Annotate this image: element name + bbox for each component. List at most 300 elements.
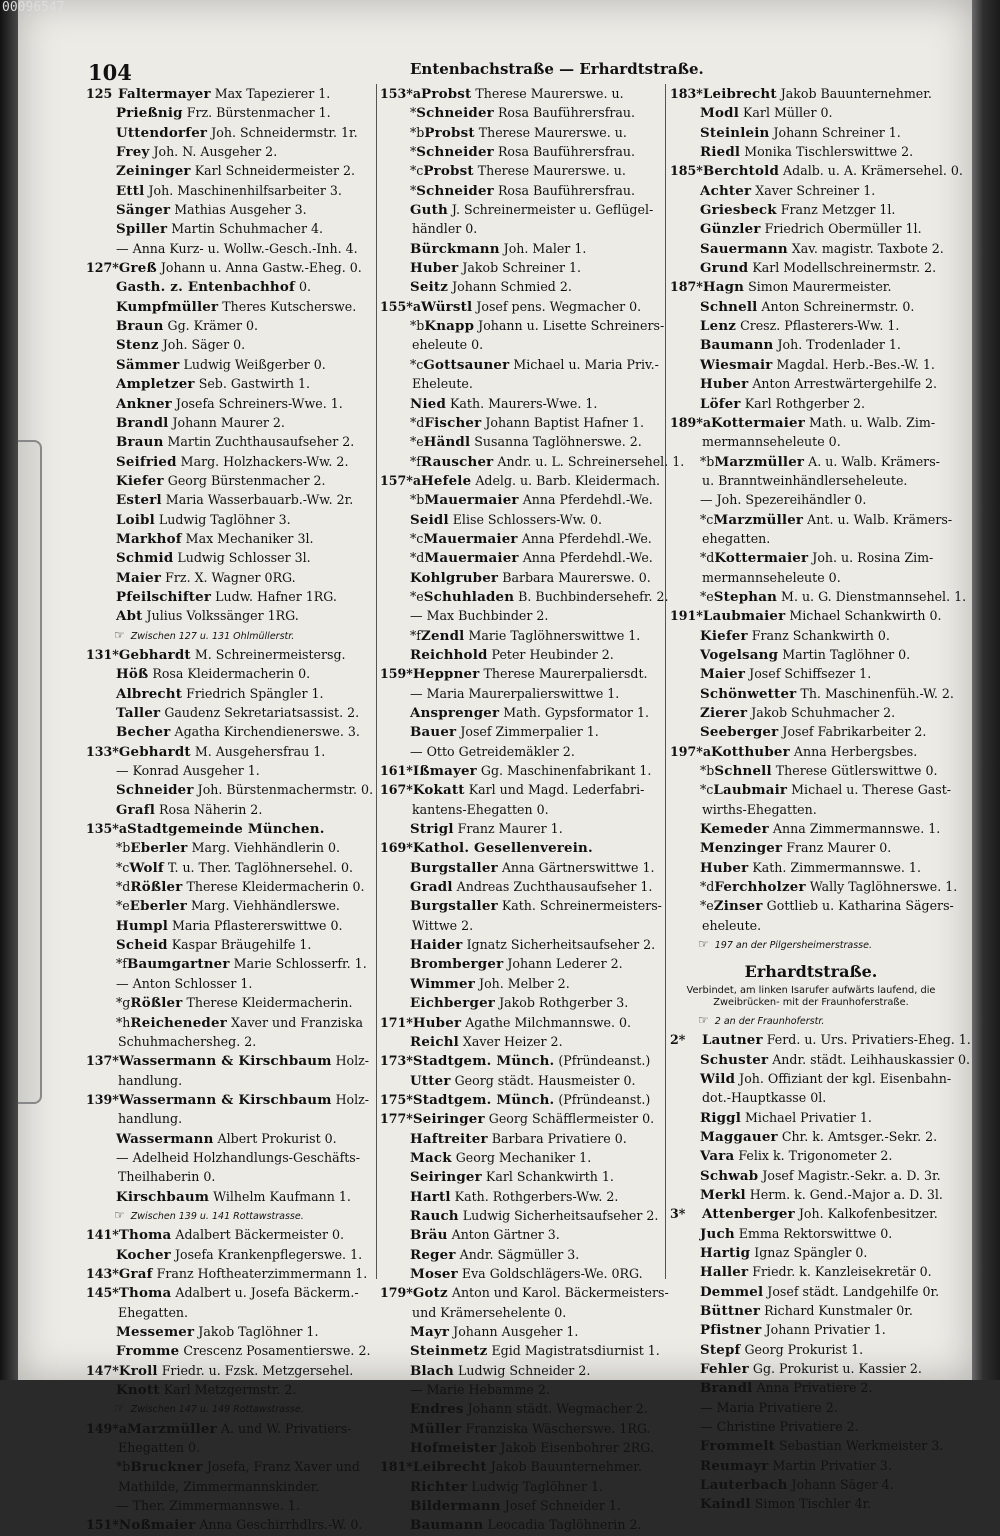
directory-entry [670,742,952,761]
resident-details: J. Schreinermeister u. Geflügel- [451,202,654,218]
resident-details: Josef Zimmerpalier 1. [460,724,599,740]
resident-name: Wassermann & Kirschbaum [118,1053,332,1070]
directory-entry [86,664,376,683]
resident-name: Spiller [116,221,168,238]
house-number: 137* [86,1053,119,1069]
resident-details: Josefa Schreiners-Wwe. 1. [175,395,343,411]
resident-details: Gaudenz Sekretariatsassist. 2. [164,705,360,720]
house-number: 141* [86,1227,119,1243]
resident-name: Kocher [116,1246,171,1263]
resident-details: — Adelheid Holzhandlungs-Geschäfts- [116,1149,361,1165]
directory-entry [86,1322,376,1341]
resident-details: Michael Schankwirth 0. [789,608,942,624]
resident-details: Gg. Krämer 0. [167,318,259,334]
directory-entry [86,335,376,354]
resident-name: Leibrecht [412,1459,487,1476]
directory-entry [380,452,685,471]
directory-entry [380,297,664,316]
directory-entry [86,1129,376,1148]
directory-entry [670,1127,952,1146]
directory-entry [86,355,376,374]
resident-name: Kiefer [700,627,748,644]
resident-details: Anna Privatiere 2. [756,1380,873,1396]
directory-entry [380,490,664,509]
directory-entry [670,1069,952,1088]
directory-entry [86,742,376,761]
directory-entry [86,1283,376,1302]
resident-details: Karl Schankwirth 1. [485,1169,614,1185]
resident-name: Blach [410,1362,454,1379]
resident-name: Kroll [118,1362,158,1379]
directory-entry [670,703,952,722]
house-number: 151* [86,1517,119,1533]
directory-entry [670,258,952,277]
house-number: 197*a [670,743,712,759]
resident-name: Reichl [410,1033,459,1050]
street-description: Verbindet, am linken Isarufer aufwärts laufend, die Zweibrücken- mit der Fraunhoferstraße. [686,984,936,1008]
resident-name: Brandl [700,1380,753,1397]
resident-details: — Maria Privatiere 2. [700,1399,838,1415]
directory-entry [380,935,664,954]
directory-entry [670,1185,952,1204]
sub-house-mark: *b [700,453,715,469]
scan-reference-id: 00096547 [2,0,65,15]
directory-entry [380,529,664,548]
resident-details: Franz Schankwirth 0. [751,627,890,643]
house-number: 155*a [380,298,422,314]
directory-entry [86,1515,376,1534]
resident-name: Ansprenger [410,705,500,721]
resident-details: Kaspar Bräugehilfe 1. [171,937,312,953]
directory-entry [380,1032,664,1051]
sub-house-mark: * [410,182,417,198]
resident-details: Josef Schneider 1. [504,1498,621,1514]
resident-name: Noßmaier [118,1517,196,1534]
directory-entry [380,858,664,877]
house-number: 191* [670,608,703,624]
directory-entry [670,239,952,258]
house-number: 179* [380,1285,413,1301]
directory-entry [670,684,952,703]
resident-name: Uttendorfer [116,124,208,141]
directory-entry [86,142,376,161]
directory-entry [670,123,952,142]
directory-entry [380,219,664,238]
directory-entry [670,722,952,741]
resident-name: Kotthuber [711,743,790,760]
resident-details: Friedr. k. Kanzleisekretär 0. [752,1264,932,1280]
resident-name: Sämmer [116,356,180,373]
directory-entry [670,413,952,432]
resident-details: Franz Maurer 0. [786,840,892,856]
directory-entry [86,993,376,1012]
directory-entry [86,1361,376,1380]
directory-entry [86,1380,376,1399]
resident-details: Andr. u. L. Schreinersehel. 1. [497,453,685,469]
directory-entry [380,123,664,142]
resident-details: Friedrich Obermüller 1l. [764,221,922,237]
directory-entry [380,1167,664,1186]
resident-name: Reumayr [700,1457,769,1474]
directory-entry [670,181,952,200]
directory-entry [670,452,952,471]
directory-entry [86,297,376,316]
resident-name: Achter [700,182,752,199]
resident-name: Baumann [410,1517,484,1534]
resident-details: Georg Bürstenmacher 2. [167,472,326,488]
directory-entry [86,838,376,857]
resident-name: Eichberger [410,995,496,1012]
directory-entry [380,800,664,819]
resident-details: Jakob Bauunternehmer. [780,86,932,101]
directory-entry [380,200,664,219]
directory-entry [670,800,952,819]
resident-details: Holz- [335,1091,370,1107]
resident-details: Joh. Maschinenhilfsarbeiter 3. [148,182,342,198]
resident-details: Karl Metzgermstr. 2. [163,1382,297,1398]
resident-details: Kath. Schreinermeisters- [501,898,662,914]
resident-details: Ludw. Hafner 1RG. [215,588,337,604]
house-number: 3* [670,1206,686,1222]
resident-details: Elise Schlossers-Ww. 0. [452,511,602,527]
resident-details: Anna Zimmermannswe. 1. [772,821,941,837]
directory-entry [670,103,952,122]
resident-details: Josef Fabrikarbeiter 2. [782,724,927,740]
directory-entry [86,1013,376,1032]
directory-entry [380,277,664,296]
resident-details: eheleute 0. [412,337,484,353]
directory-entry [86,896,376,915]
resident-details: Marie Taglöhnerswittwe 1. [468,627,641,643]
page-tab-mark [18,440,42,1104]
resident-details: Andr. Sägmüller 3. [459,1246,580,1262]
directory-entry [86,103,376,122]
resident-details: M. u. G. Dienstmannsehel. 1. [781,588,967,604]
right-book-edge [972,0,1000,1380]
resident-details: Xaver Heizer 2. [462,1033,563,1049]
resident-name: Kohlgruber [410,569,499,586]
resident-details: Marg. Viehhändlerswe. [190,898,340,914]
resident-name: Leibrecht [702,86,777,102]
resident-details: Simon Maurermeister. [748,279,892,295]
resident-name: Laubmair [713,782,788,799]
directory-entry [86,1032,376,1051]
resident-details: Jakob Eisenbohrer 2RG. [500,1440,654,1456]
resident-name: Reichhold [410,646,488,663]
directory-entry [380,258,664,277]
resident-details: Jakob Schreiner 1. [462,260,582,276]
resident-details: Joh. Trodenlader 1. [777,337,901,353]
directory-entry [380,1399,664,1418]
resident-name: Braun [116,318,164,335]
resident-details: u. Branntweinhändlerseheleute. [702,472,908,488]
resident-details: Adalb. u. A. Krämersehel. 0. [783,163,963,179]
resident-name: Zendl [420,627,465,644]
directory-entry [86,413,376,432]
directory-entry [380,1109,664,1128]
resident-name: Kemeder [700,821,769,838]
directory-entry [86,587,376,606]
resident-name: Mauermaier [424,550,519,567]
directory-entry [380,103,664,122]
directory-entry [670,297,952,316]
resident-details: Felix k. Trigonometer 2. [738,1148,893,1164]
resident-name: Ankner [116,395,172,412]
directory-entry [86,1148,376,1167]
house-number: 133* [86,743,119,759]
resident-details: Frz. X. Wagner 0RG. [165,569,296,585]
sub-house-mark: * [410,144,417,160]
directory-entry [86,239,376,258]
resident-details: Emma Rektorswittwe 0. [738,1225,893,1241]
directory-entry [86,568,376,587]
directory-entry [86,974,376,993]
resident-details: kantens-Ehegatten 0. [412,801,549,817]
directory-entry [380,838,664,857]
directory-entry [670,664,952,683]
directory-entry [380,1206,664,1225]
resident-details: Josefa Krankenpflegerswe. 1. [174,1246,363,1262]
resident-details: Rosa Kleidermacherin 0. [152,666,311,682]
directory-entry [380,664,664,683]
resident-details: Marg. Viehhändlerin 0. [191,840,340,856]
resident-details: mermannseheleute 0. [702,434,841,450]
resident-name: Pfeilschifter [116,588,212,605]
directory-entry [380,1496,664,1515]
resident-details: Johann Säger 4. [791,1477,894,1493]
directory-entry [380,374,664,393]
resident-name: Riedl [700,144,741,161]
note-text: 2 an der Fraunhoferstr. [714,1015,825,1027]
resident-details: Ehegatten. [118,1304,189,1320]
resident-name: Reger [410,1246,456,1263]
resident-details: Richard Kunstmaler 0r. [764,1302,913,1318]
directory-entry [670,1475,952,1494]
resident-details: Ludwig Taglöhner 1. [471,1478,603,1494]
directory-entry [670,568,952,587]
note-text: Zwischen 139 u. 141 Rottawstrasse. [130,1210,304,1222]
directory-entry [380,471,664,490]
resident-name: Steinmetz [410,1343,488,1360]
resident-name: Baumann [700,337,774,354]
directory-entry [380,1245,664,1264]
resident-details: Gg. Maschinenfabrikant 1. [480,763,652,779]
resident-name: Reicheneder [130,1014,227,1031]
resident-details: Johann Baptist Hafner 1. [485,414,645,430]
resident-details: Therese Maurerswe. u. [478,124,627,140]
resident-name: Stadtgemeinde München. [127,821,325,838]
resident-name: Schneider [416,182,494,199]
resident-details: Karl Rothgerber 2. [744,395,865,411]
directory-entry [380,432,664,451]
resident-name: Würstl [421,298,473,315]
resident-details: — Max Buchbinder 2. [410,608,549,624]
directory-entry [670,161,963,180]
house-number: 143* [86,1265,119,1281]
directory-entry [380,684,664,703]
resident-name: Hartl [410,1188,451,1205]
directory-entry [86,954,376,973]
resident-name: Brandl [116,414,169,431]
resident-details: Gottlieb u. Katharina Sägers- [766,898,954,914]
resident-details: Adalbert u. Josefa Bäckerm.- [175,1285,359,1301]
directory-entry [380,1303,664,1322]
resident-details: — Otto Getreidemäkler 2. [410,743,575,759]
resident-details: 0. [298,279,311,295]
resident-details: Julius Volkssänger 1RG. [146,608,299,624]
resident-name: Burgstaller [410,859,498,876]
resident-name: Fehler [700,1361,749,1377]
directory-entry [380,626,664,645]
resident-name: Griesbeck [700,202,777,219]
resident-details: Kath. Maurers-Wwe. 1. [450,395,598,411]
cross-street-note [670,935,952,954]
directory-entry [86,761,376,780]
resident-name: Probst [421,86,472,102]
resident-name: Pfistner [700,1322,762,1339]
resident-name: Schnell [700,298,758,315]
resident-name: Albrecht [116,685,183,702]
cross-street-note [86,626,376,645]
resident-name: Ettl [116,182,145,199]
resident-details: Ant. u. Walb. Krämers- [807,511,953,527]
resident-details: T. u. Ther. Taglöhnersehel. 0. [167,859,353,875]
directory-entry [380,1071,664,1090]
resident-details: Math. Gypsformator 1. [503,705,649,720]
directory-entry [86,258,376,277]
resident-details: Anna Gärtnerswittwe 1. [501,859,655,875]
resident-name: Graf [118,1265,153,1282]
resident-name: Richter [410,1478,468,1495]
resident-details: Johann Schmied 2. [452,279,572,295]
resident-name: Wild [700,1070,736,1087]
resident-details: Kath. Rothgerbers-Ww. 2. [454,1188,619,1204]
directory-entry [380,1341,664,1360]
resident-name: Rauch [410,1207,459,1224]
sub-house-mark: *b [410,124,425,140]
resident-name: Ferchholzer [714,879,806,896]
resident-details: Joh. Schneidermstr. 1r. [211,124,358,140]
directory-entry [670,645,952,664]
house-number: 139* [86,1091,119,1107]
directory-entry [670,1166,952,1185]
resident-details: Joh. Melber 2. [479,975,570,991]
column-middle [380,84,685,1535]
resident-name: Marzmüller [714,453,805,470]
directory-entry [86,123,376,142]
resident-name: Maier [700,666,746,683]
resident-details: Georg Schäfflermeister 0. [488,1111,655,1127]
directory-entry [670,1050,971,1069]
resident-name: Kokatt [412,782,465,799]
resident-name: Stadtgem. Münch. [412,1091,555,1108]
directory-entry [86,916,376,935]
resident-name: Seiringer [412,1111,485,1128]
resident-details: Cresz. Pflasterers-Ww. 1. [740,318,900,334]
resident-name: Hartig [700,1244,751,1261]
pointing-hand-icon: ☞ [114,1401,125,1416]
column-rule-2 [665,84,666,1279]
directory-entry [380,1361,664,1380]
resident-name: Sauermann [700,240,788,257]
sub-house-mark: *b [700,763,715,779]
directory-entry [670,355,952,374]
resident-details: Marie Schlosserfr. 1. [233,956,367,972]
directory-entry [380,877,664,896]
resident-name: Greß [118,260,157,277]
resident-name: Utter [410,1072,451,1089]
resident-details: Kath. Zimmermannswe. 1. [752,859,921,875]
directory-entry [670,510,952,529]
resident-name: Loibl [116,511,155,528]
resident-details: Mathias Ausgeher 3. [174,202,307,218]
resident-name: Strigl [410,821,454,838]
resident-name: Ampletzer [116,376,195,393]
resident-details: Adalbert Bäckermeister 0. [175,1227,345,1243]
directory-entry [86,1187,376,1206]
resident-details: Anton Schreinermstr. 0. [761,298,915,314]
sub-house-mark: *c [410,163,424,179]
house-number: 181* [380,1459,413,1475]
resident-details: Herm. k. Gend.-Major a. D. 3l. [749,1186,943,1202]
directory-entry [380,181,664,200]
resident-details: Barbara Privatiere 0. [491,1130,627,1146]
resident-details: Karl Schneidermeister 2. [194,163,356,179]
directory-entry [670,1282,952,1301]
directory-entry [86,1090,376,1109]
directory-entry [380,161,664,180]
resident-name: Lauterbach [700,1477,788,1494]
resident-details: Franz Maurer 1. [457,821,563,837]
resident-details: Therese Maurerpaliersdt. [483,666,648,682]
resident-name: Schnell [714,763,772,780]
resident-name: Laubmaier [702,608,786,625]
resident-details: Agathe Milchmannswe. 0. [465,1014,632,1030]
resident-name: Wassermann & Kirschbaum [118,1091,332,1108]
resident-name: Berchtold [702,163,780,180]
resident-name: Seitz [410,279,449,296]
directory-entry [670,1224,952,1243]
directory-entry [380,722,664,741]
directory-entry [670,780,952,799]
directory-entry [86,548,376,567]
resident-details: Jakob Bauunternehmer. [490,1459,642,1475]
resident-name: Rößler [130,879,183,896]
house-number: 169* [380,840,413,856]
directory-entry [670,394,952,413]
sub-house-mark: *c [700,511,714,527]
resident-name: Gebhardt [118,743,191,760]
house-number: 177* [380,1111,413,1127]
directory-entry [380,1225,664,1244]
resident-details: A. u. Walb. Krämers- [808,453,940,469]
resident-name: Moser [410,1265,458,1282]
resident-name: Kathol. Gesellenverein. [412,840,593,857]
resident-name: Thoma [118,1285,172,1302]
street-heading: Erhardtstraße. [744,962,878,982]
resident-details: Susanna Taglöhnerswe. 2. [474,434,642,450]
resident-details: Rosa Bauführersfrau. [497,144,635,160]
resident-details: Max Tapezierer 1. [214,86,331,101]
directory-entry [86,219,376,238]
directory-entry [670,1146,952,1165]
resident-name: Maggauer [700,1128,778,1145]
directory-entry [670,1108,952,1127]
directory-entry [86,703,376,722]
resident-name: Schönwetter [700,685,797,702]
resident-details: Martin Privatier 3. [772,1457,892,1473]
resident-name: Gasth. z. Entenbachhof [116,279,295,296]
